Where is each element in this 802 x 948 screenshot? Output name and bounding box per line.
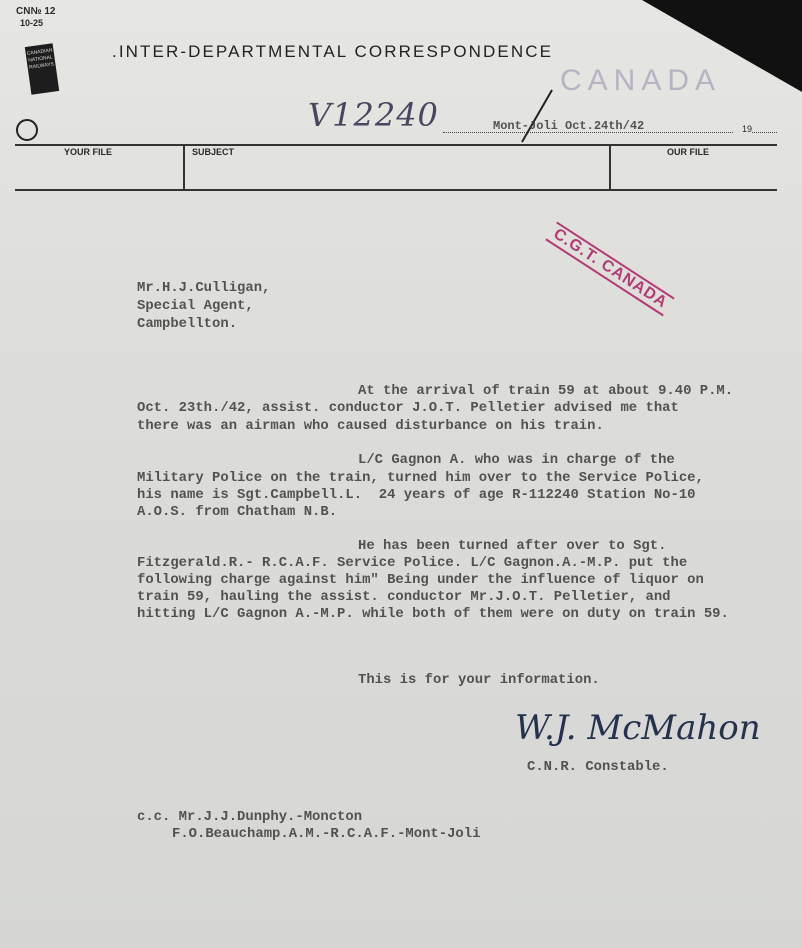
seal-icon [16, 119, 38, 141]
body-line: A.O.S. from Chatham N.B. [137, 504, 338, 520]
form-divider [183, 145, 185, 190]
body-line: his name is Sgt.Campbell.L. 24 years of age R-112240 Station No-10 [137, 487, 696, 503]
cnr-logo [25, 43, 59, 94]
addressee-line: Mr.H.J.Culligan, [137, 280, 271, 296]
body-line: Military Police on the train, turned him over to the Service Police, [137, 470, 704, 486]
form-title: .INTER-DEPARTMENTAL CORRESPONDENCE [112, 42, 554, 61]
date-year-prefix: 19 [742, 124, 753, 134]
handwritten-file-number: V12240 [308, 96, 439, 134]
faint-stamp: CANADA [560, 64, 722, 97]
form-rule-bottom [15, 189, 777, 191]
body-line: there was an airman who caused disturbance on his train. [137, 418, 604, 434]
subject-label: SUBJECT [192, 147, 235, 157]
form-date: 10-25 [20, 18, 44, 28]
form-rule-top [15, 144, 777, 146]
date-line: Mont-Joli Oct.24th/42 [493, 119, 645, 133]
year-dotted-line [752, 132, 777, 133]
addressee-line: Special Agent, [137, 298, 254, 314]
body-line: following charge against him" Being under the influence of liquor on [137, 572, 704, 588]
cc-line: F.O.Beauchamp.A.M.-R.C.A.F.-Mont-Joli [172, 826, 481, 842]
body-line: Oct. 23th./42, assist. conductor J.O.T. Pelletier advised me that [137, 400, 679, 416]
addressee-line: Campbellton. [137, 316, 238, 332]
body-line: At the arrival of train 59 at about 9.40 P.M. [358, 383, 734, 399]
received-stamp: C.G.T. CANADA [545, 222, 674, 317]
our-file-label: OUR FILE [667, 147, 709, 157]
body-line: train 59, hauling the assist. conductor Mr.J.O.T. Pelletier, and [137, 589, 671, 605]
logo-text: CANADIAN NATIONAL RAILWAYS [26, 47, 55, 71]
form-divider [609, 145, 611, 190]
closing-line: This is for your information. [358, 672, 600, 688]
body-line: He has been turned after over to Sgt. [358, 538, 667, 554]
body-line: Fitzgerald.R.- R.C.A.F. Service Police. L/C Gagnon.A.-M.P. put the [137, 555, 688, 571]
body-line: hitting L/C Gagnon A.-M.P. while both of them were on duty on train 59. [137, 606, 729, 622]
body-line: L/C Gagnon A. who was in charge of the [358, 452, 675, 468]
signature: W.J. McMahon [515, 708, 761, 748]
signer-title: C.N.R. Constable. [527, 759, 669, 775]
form-number: CN№ 12 [16, 6, 56, 17]
cc-line: c.c. Mr.J.J.Dunphy.-Moncton [137, 809, 363, 825]
your-file-label: YOUR FILE [64, 147, 113, 157]
